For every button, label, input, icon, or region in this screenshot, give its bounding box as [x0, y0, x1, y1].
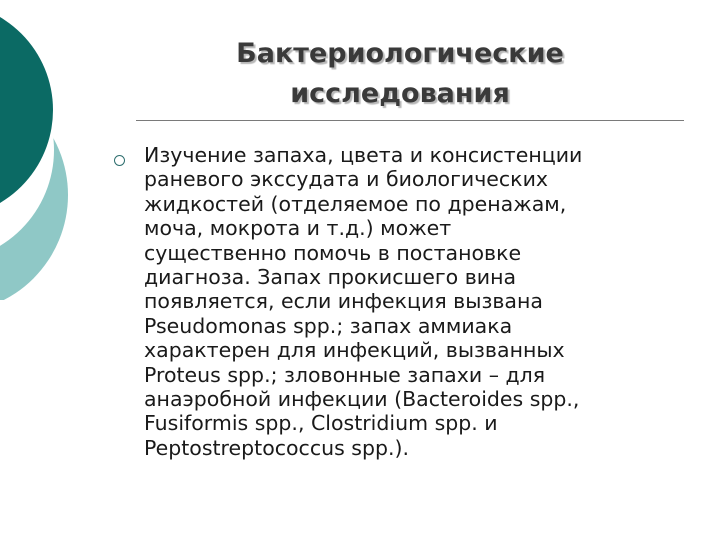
text-line: Proteus spp.; зловонные запахи – для	[144, 362, 546, 387]
title-divider	[136, 120, 684, 121]
title-line: Бактериологические	[236, 38, 564, 69]
bullet-text	[144, 143, 704, 460]
text-line: Pseudomonas spp.; запах аммиака	[144, 313, 513, 338]
hollow-circle-bullet-icon	[114, 155, 125, 166]
text-line: анаэробной инфекции (Bacteroides spp.,	[144, 387, 580, 412]
text-line: моча, мокрота и т.д.) может	[144, 216, 452, 241]
text-line: появляется, если инфекция вызвана	[144, 289, 543, 314]
text-line: Peptostreptococcus spp.).	[144, 435, 410, 460]
text-line: Изучение запаха, цвета и консистенции	[144, 143, 583, 167]
title-line: исследования	[290, 78, 510, 109]
text-line: существенно помочь в постановке	[144, 240, 522, 265]
text-line: диагноза. Запах прокисшего вина	[144, 265, 517, 290]
text-line: раневого экссудата и биологических	[144, 167, 549, 192]
text-line: Fusiformis spp., Clostridium spp. и	[144, 411, 498, 436]
slide-title	[200, 34, 600, 114]
text-line: характерен для инфекций, вызванных	[144, 338, 565, 363]
teal-circles-decoration	[0, 0, 120, 300]
text-line: жидкостей (отделяемое по дренажам,	[144, 191, 567, 216]
